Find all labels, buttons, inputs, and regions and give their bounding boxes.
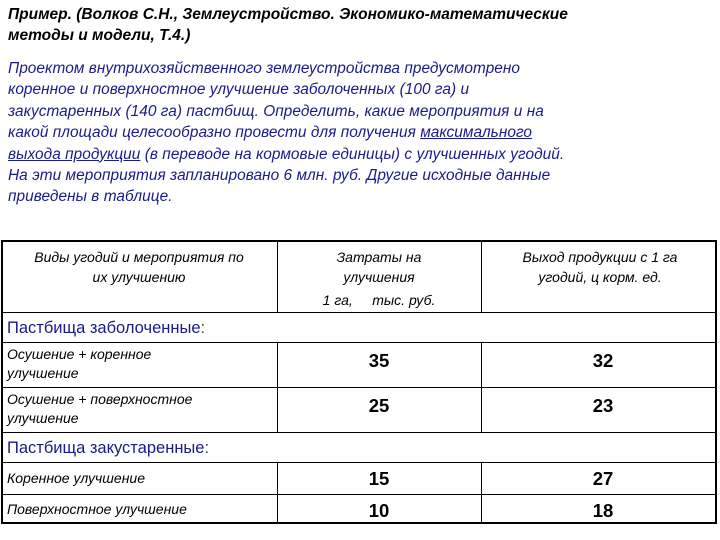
header-line-2: методы и модели, Т.4.) bbox=[8, 27, 191, 44]
table-rule bbox=[277, 462, 278, 524]
header-line-1: Пример. (Волков С.Н., Землеустройство. Экономико-математические bbox=[8, 6, 568, 23]
table-row-label bbox=[7, 345, 275, 383]
yield-value: 27 bbox=[592, 468, 614, 489]
table-rule bbox=[277, 242, 278, 312]
section-shrubby-pastures bbox=[7, 438, 209, 458]
section-waterlogged-pastures bbox=[7, 318, 205, 338]
section-colon: : bbox=[204, 439, 210, 457]
intro-line: Проектом внутрихозяйственного землеустройства предусмотрено bbox=[8, 60, 521, 77]
column-header-activity bbox=[5, 247, 273, 287]
table-rule bbox=[3, 432, 715, 433]
row-label-text: улучшение bbox=[7, 365, 79, 381]
row-label-text: Осушение + коренное bbox=[7, 346, 152, 362]
cost-value: 15 bbox=[368, 468, 390, 489]
cost-value: 25 bbox=[368, 395, 390, 416]
table-rule bbox=[3, 494, 715, 495]
table-rule bbox=[3, 387, 715, 388]
table-rule bbox=[481, 462, 482, 524]
table-row-label: Поверхностное улучшение bbox=[7, 501, 187, 517]
section-title: Пастбища закустаренные bbox=[7, 439, 205, 457]
cost-value: 10 bbox=[368, 500, 390, 521]
column-header-yield bbox=[483, 247, 717, 287]
table-row-label bbox=[7, 390, 275, 428]
header-text: улучшения bbox=[343, 269, 415, 285]
underlined-output: выхода продукции bbox=[8, 145, 141, 163]
section-title: Пастбища заболоченные bbox=[7, 319, 201, 337]
table-rule bbox=[3, 342, 715, 343]
cost-value: 35 bbox=[368, 350, 390, 371]
yield-value: 18 bbox=[592, 500, 614, 521]
intro-line: коренное и поверхностное улучшение заболоченных (100 га) и bbox=[8, 81, 470, 99]
intro-line bbox=[8, 122, 714, 143]
intro-line: На эти мероприятия запланировано 6 млн. руб. Другие исходные данные bbox=[8, 167, 551, 185]
underlined-maximum: максимального bbox=[420, 124, 533, 142]
intro-line: закустаренных (140 га) пастбищ. Определить, какие мероприятия и на bbox=[8, 102, 544, 120]
intro-line bbox=[8, 144, 714, 165]
unit-per-hectare: 1 га, bbox=[322, 292, 353, 308]
section-colon: : bbox=[200, 319, 206, 337]
column-header-cost bbox=[279, 247, 479, 310]
header-text: Затраты на bbox=[336, 249, 422, 265]
row-label-text: улучшение bbox=[7, 410, 79, 426]
table-rule bbox=[481, 342, 482, 432]
header-text: угодий, ц корм. ед. bbox=[538, 269, 662, 285]
table-rule bbox=[277, 342, 278, 432]
table-rule bbox=[3, 462, 715, 463]
yield-value: 23 bbox=[592, 395, 614, 416]
table-rule bbox=[3, 312, 715, 313]
intro-line: приведены в таблице. bbox=[8, 188, 173, 206]
row-label-text: Осушение + поверхностное bbox=[7, 391, 193, 407]
intro-text: какой площади целесообразно провести для получения bbox=[8, 124, 421, 142]
intro-text: (в переводе на кормовые единицы) с улучшенных угодий. bbox=[140, 145, 565, 163]
unit-thousand-rub: тыс. руб. bbox=[372, 292, 436, 308]
table-row-label: Коренное улучшение bbox=[7, 470, 145, 486]
data-table bbox=[1, 240, 717, 524]
header-text: Виды угодий и мероприятия по bbox=[34, 249, 244, 265]
table-rule bbox=[481, 242, 482, 312]
problem-statement bbox=[8, 58, 714, 208]
example-header bbox=[8, 4, 708, 46]
header-units bbox=[279, 290, 479, 310]
header-text: их улучшению bbox=[92, 269, 186, 285]
header-text: Выход продукции с 1 га bbox=[522, 249, 678, 265]
yield-value: 32 bbox=[592, 350, 614, 371]
